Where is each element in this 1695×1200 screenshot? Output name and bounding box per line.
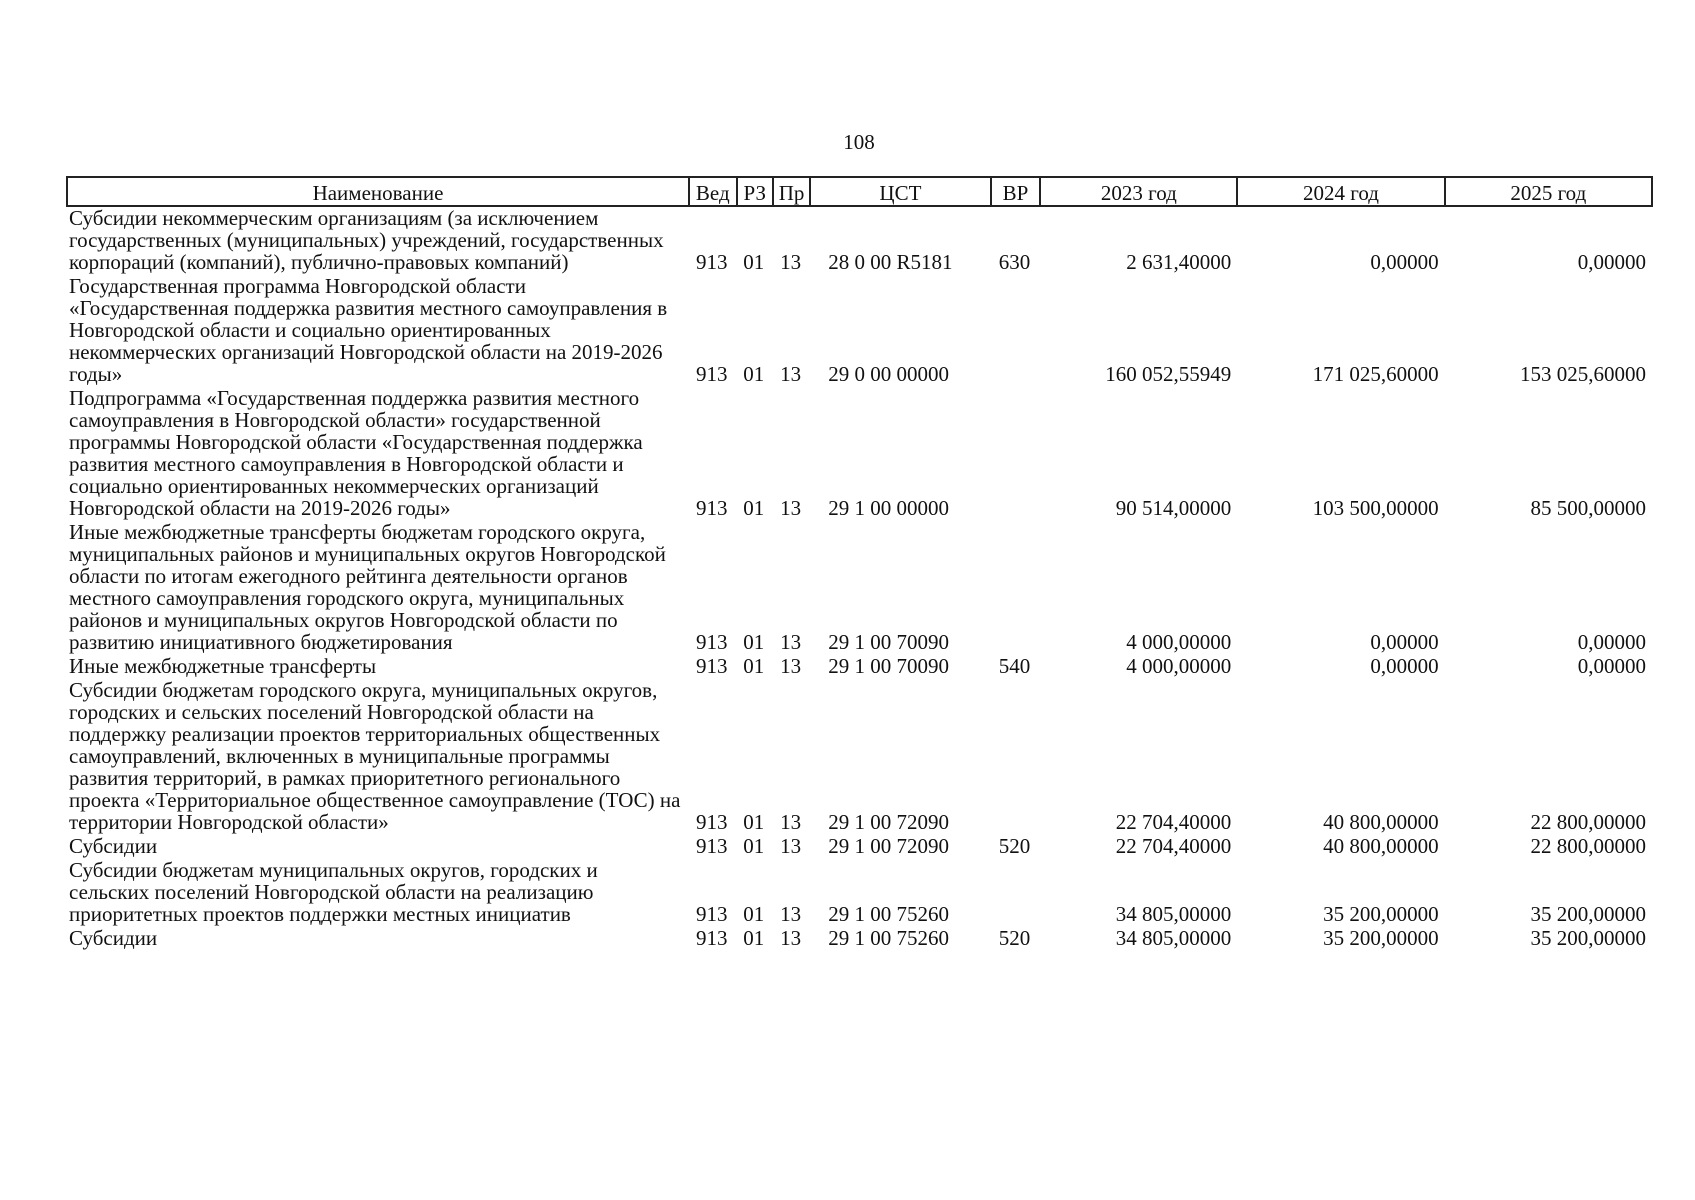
row-rz: 01 bbox=[743, 250, 765, 274]
table-row bbox=[67, 859, 1652, 927]
row-cst: 29 1 00 75260 bbox=[828, 902, 949, 926]
row-cst: 29 1 00 75260 bbox=[828, 926, 949, 950]
table-row bbox=[67, 835, 1652, 859]
row-cst: 29 1 00 70090 bbox=[828, 630, 949, 654]
row-ved: 913 bbox=[696, 250, 728, 274]
row-cst: 28 0 00 R5181 bbox=[828, 250, 953, 274]
row-ved: 913 bbox=[696, 496, 728, 520]
header-cst: ЦСТ bbox=[810, 177, 990, 206]
row-pr: 13 bbox=[780, 362, 802, 386]
row-rz: 01 bbox=[743, 496, 765, 520]
row-cst: 29 0 00 00000 bbox=[828, 362, 949, 386]
row-value-2024: 40 800,00000 bbox=[1323, 810, 1439, 834]
row-value-2024: 171 025,60000 bbox=[1312, 362, 1439, 386]
row-ved: 913 bbox=[696, 362, 728, 386]
row-value-2023: 34 805,00000 bbox=[1115, 902, 1232, 926]
row-value-2024: 0,00000 bbox=[1370, 630, 1439, 654]
row-name: Подпрограмма «Государственная поддержка развития местного самоуправления в Новгородской области» государственной программы Новгородской области «Государственная поддержка развития местного самоуправления в Новгородской области и социально ориентированных некоммерческих организаций Новгородской области на 2019-2026 годы» bbox=[69, 386, 643, 520]
row-rz: 01 bbox=[743, 654, 765, 678]
row-pr: 13 bbox=[780, 250, 802, 274]
row-name: Субсидии bbox=[69, 926, 158, 950]
row-ved: 913 bbox=[696, 810, 728, 834]
row-name: Иные межбюджетные трансферты бюджетам городского округа, муниципальных районов и муниципальных округов Новгородской области по итогам ежегодного рейтинга деятельности органов местного самоуправления городского округа, муниципальных районов и муниципальных округов Новгородской области по развитию инициативного бюджетирования bbox=[69, 520, 666, 654]
row-pr: 13 bbox=[780, 926, 802, 950]
table-row bbox=[67, 655, 1652, 679]
row-vr bbox=[991, 679, 1041, 835]
row-cst: 29 1 00 72090 bbox=[828, 810, 949, 834]
row-name: Иные межбюджетные трансферты bbox=[69, 654, 377, 678]
header-2023: 2023 год bbox=[1040, 177, 1237, 206]
row-vr bbox=[991, 387, 1041, 521]
row-value-2025: 0,00000 bbox=[1577, 630, 1646, 654]
row-name: Государственная программа Новгородской области «Государственная поддержка развития местного самоуправления в Новгородской области и социально ориентированных некоммерческих организаций Новгородской области на 2019-2026 годы» bbox=[69, 274, 668, 386]
row-value-2025: 35 200,00000 bbox=[1530, 902, 1646, 926]
table-row bbox=[67, 387, 1652, 521]
row-value-2023: 2 631,40000 bbox=[1126, 250, 1232, 274]
row-cst: 29 1 00 70090 bbox=[828, 654, 949, 678]
page-number: 108 bbox=[843, 130, 875, 154]
row-value-2024: 0,00000 bbox=[1370, 654, 1439, 678]
row-pr: 13 bbox=[780, 902, 802, 926]
row-value-2023: 4 000,00000 bbox=[1126, 654, 1232, 678]
row-value-2023: 160 052,55949 bbox=[1105, 362, 1232, 386]
row-name: Субсидии bbox=[69, 834, 158, 858]
row-rz: 01 bbox=[743, 630, 765, 654]
row-value-2025: 85 500,00000 bbox=[1530, 496, 1646, 520]
row-pr: 13 bbox=[780, 810, 802, 834]
row-value-2025: 22 800,00000 bbox=[1530, 810, 1646, 834]
row-ved: 913 bbox=[696, 926, 728, 950]
row-rz: 01 bbox=[743, 834, 765, 858]
row-value-2025: 0,00000 bbox=[1577, 250, 1646, 274]
row-value-2024: 35 200,00000 bbox=[1323, 926, 1439, 950]
row-value-2024: 40 800,00000 bbox=[1323, 834, 1439, 858]
table-row bbox=[67, 927, 1652, 951]
row-cst: 29 1 00 72090 bbox=[828, 834, 949, 858]
row-value-2023: 22 704,40000 bbox=[1115, 810, 1232, 834]
row-value-2025: 22 800,00000 bbox=[1530, 834, 1646, 858]
row-ved: 913 bbox=[696, 834, 728, 858]
table-row bbox=[67, 275, 1652, 387]
row-value-2024: 35 200,00000 bbox=[1323, 902, 1439, 926]
row-vr bbox=[991, 275, 1041, 387]
row-value-2025: 153 025,60000 bbox=[1520, 362, 1646, 386]
row-ved: 913 bbox=[696, 902, 728, 926]
row-name: Субсидии бюджетам городского округа, муниципальных округов, городских и сельских поселений Новгородской области на поддержку реализации проектов территориальных общественных самоуправлений, включенных в муниципальные программы развития территорий, в рамках приоритетного регионального проекта «Территориальное общественное самоуправление (ТОС) на территории Новгородской области» bbox=[69, 678, 681, 834]
row-rz: 01 bbox=[743, 362, 765, 386]
header-vr: ВР bbox=[991, 177, 1041, 206]
row-name: Субсидии некоммерческим организациям (за исключением государственных (муниципальных) учреждений, государственных корпораций (компаний), публично-правовых компаний) bbox=[69, 206, 664, 274]
row-value-2024: 0,00000 bbox=[1370, 250, 1439, 274]
row-value-2025: 0,00000 bbox=[1577, 654, 1646, 678]
row-value-2023: 34 805,00000 bbox=[1115, 926, 1232, 950]
row-rz: 01 bbox=[743, 902, 765, 926]
table-header-row bbox=[67, 177, 1652, 206]
header-ved: Вед bbox=[689, 177, 737, 206]
row-vr: 520 bbox=[998, 834, 1031, 858]
row-value-2023: 22 704,40000 bbox=[1115, 834, 1232, 858]
row-vr: 630 bbox=[998, 250, 1031, 274]
row-ved: 913 bbox=[696, 654, 728, 678]
row-pr: 13 bbox=[780, 654, 802, 678]
row-vr bbox=[991, 521, 1041, 655]
budget-table bbox=[66, 176, 1653, 951]
header-pr: Пр bbox=[773, 177, 810, 206]
header-rz: РЗ bbox=[737, 177, 773, 206]
row-vr bbox=[991, 859, 1041, 927]
row-value-2024: 103 500,00000 bbox=[1312, 496, 1439, 520]
row-name: Субсидии бюджетам муниципальных округов, городских и сельских поселений Новгородской области на реализацию приоритетных проектов поддержки местных инициатив bbox=[69, 858, 598, 926]
table-row bbox=[67, 206, 1652, 275]
row-value-2023: 90 514,00000 bbox=[1115, 496, 1232, 520]
row-pr: 13 bbox=[780, 630, 802, 654]
header-2025: 2025 год bbox=[1445, 177, 1652, 206]
table-row bbox=[67, 679, 1652, 835]
row-pr: 13 bbox=[780, 834, 802, 858]
row-vr: 540 bbox=[998, 654, 1031, 678]
row-rz: 01 bbox=[743, 810, 765, 834]
row-ved: 913 bbox=[696, 630, 728, 654]
row-pr: 13 bbox=[780, 496, 802, 520]
row-cst: 29 1 00 00000 bbox=[828, 496, 949, 520]
header-2024: 2024 год bbox=[1237, 177, 1444, 206]
header-name: Наименование bbox=[67, 177, 689, 206]
table-row bbox=[67, 521, 1652, 655]
row-value-2023: 4 000,00000 bbox=[1126, 630, 1232, 654]
row-vr: 520 bbox=[998, 926, 1031, 950]
row-rz: 01 bbox=[743, 926, 765, 950]
row-value-2025: 35 200,00000 bbox=[1530, 926, 1646, 950]
